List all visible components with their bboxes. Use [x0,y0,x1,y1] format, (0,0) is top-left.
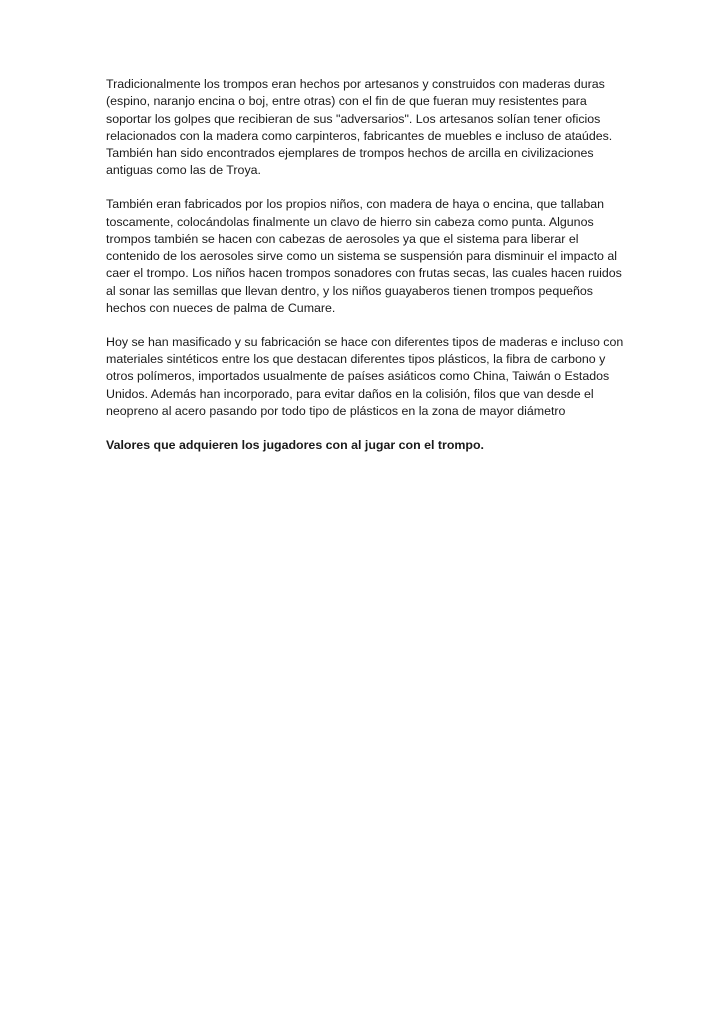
text-line: caer el trompo. Los niños hacen trompos sonadores con frutas secas, las cuales hacen ruidos [106,266,622,281]
paragraph-children-made [106,196,626,317]
text-line: antiguas como las de Troya. [106,163,261,178]
paragraph-traditional-tops [106,76,626,180]
text-line: neopreno al acero pasando por todo tipo de plásticos en la zona de mayor diámetro [106,404,566,419]
text-line: al sonar las semillas que llevan dentro, y los niños guayaberos tienen trompos pequeños [106,283,593,298]
text-line: (espino, naranjo encina o boj, entre otras) con el fin de que fueran muy resistentes para [106,94,587,109]
text-line: soportar los golpes que recibieran de sus "adversarios". Los artesanos solían tener oficios [106,111,601,126]
document-body [106,76,626,471]
text-line: toscamente, colocándolas finalmente un clavo de hierro sin cabeza como punta. Algunos [106,214,594,229]
paragraph-modern-materials [106,334,626,420]
section-heading: Valores que adquieren los jugadores con al jugar con el trompo. [106,437,484,452]
text-line: materiales sintéticos entre los que destacan diferentes tipos plásticos, la fibra de carbono y [106,352,606,367]
text-line: hechos con nueces de palma de Cumare. [106,301,336,316]
text-line: También eran fabricados por los propios niños, con madera de haya o encina, que tallaban [106,197,605,212]
text-line: Unidos. Además han incorporado, para evitar daños en la colisión, filos que van desde el [106,386,594,401]
text-line: relacionados con la madera como carpinteros, fabricantes de muebles e incluso de ataúdes. [106,128,613,143]
text-line: otros polímeros, importados usualmente de países asiáticos como China, Taiwán o Estados [106,369,610,384]
text-line: trompos también se hacen con cabezas de aerosoles ya que el sistema para liberar el [106,231,579,246]
text-line: Tradicionalmente los trompos eran hechos por artesanos y construidos con maderas duras [106,77,605,91]
text-line: También han sido encontrados ejemplares de trompos hechos de arcilla en civilizaciones [106,146,594,161]
text-line: Hoy se han masificado y su fabricación se hace con diferentes tipos de maderas e incluso con [106,334,624,349]
text-line: contenido de los aerosoles sirve como un sistema se suspensión para disminuir el impacto al [106,249,618,264]
